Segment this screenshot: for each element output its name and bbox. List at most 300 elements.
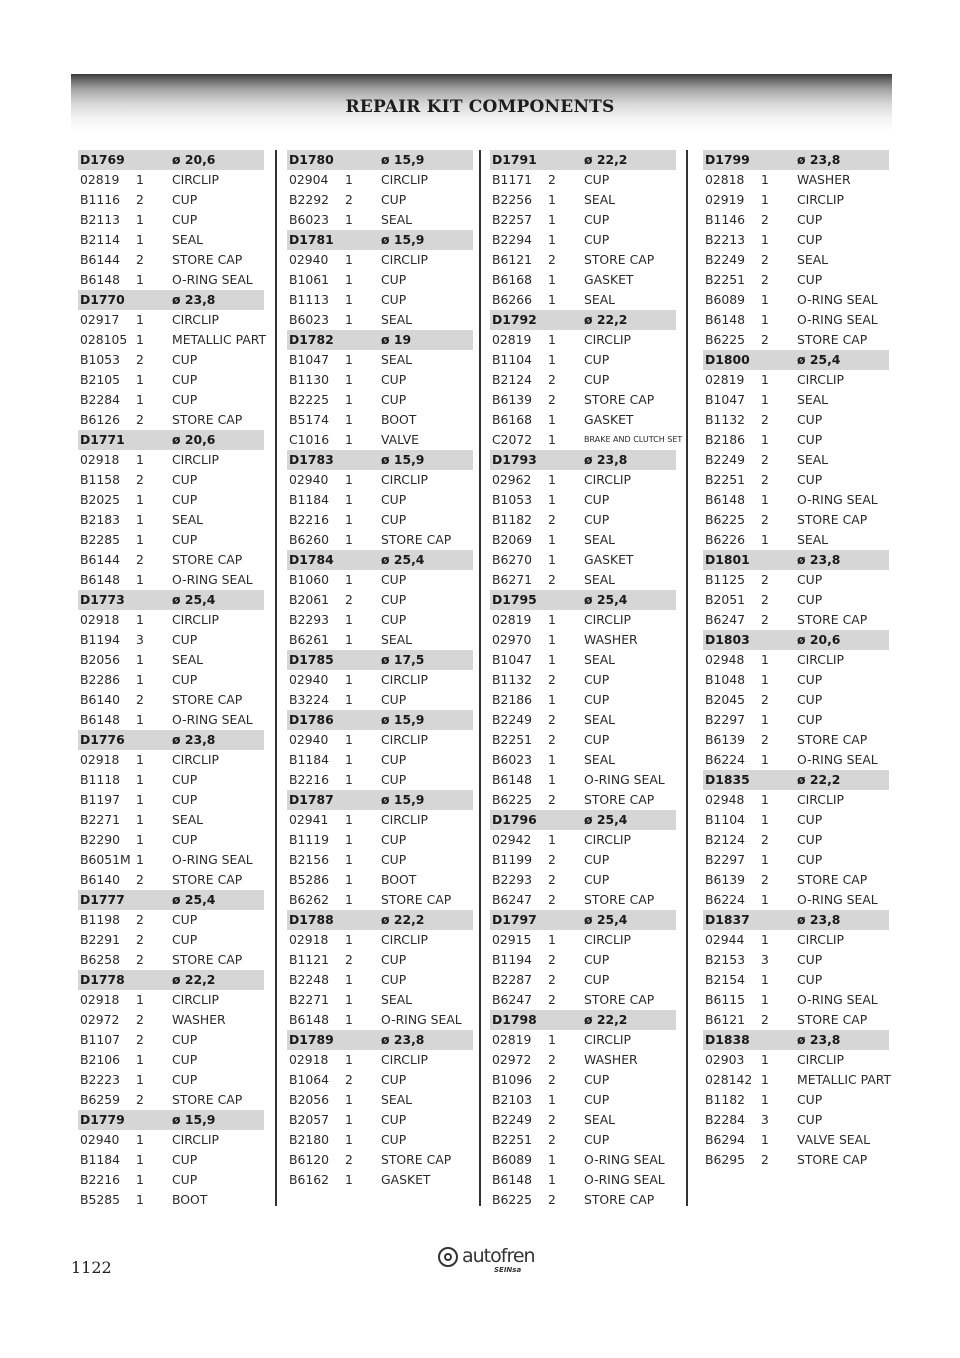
part-description: STORE CAP xyxy=(584,392,655,407)
kit-header-row xyxy=(287,230,473,250)
part-code: B1104 xyxy=(492,352,533,367)
part-quantity: 2 xyxy=(136,872,144,887)
part-code: B6261 xyxy=(289,632,330,647)
part-code: B2124 xyxy=(705,832,746,847)
part-quantity: 1 xyxy=(761,812,769,827)
kit-code: D1791 xyxy=(492,152,537,167)
component-row xyxy=(703,1150,889,1170)
part-quantity: 1 xyxy=(761,232,769,247)
part-code: B6168 xyxy=(492,412,533,427)
part-description: CUP xyxy=(381,1112,407,1127)
component-row xyxy=(78,210,264,230)
part-code: B6115 xyxy=(705,992,746,1007)
kit-code: D1787 xyxy=(289,792,334,807)
part-description: CUP xyxy=(584,972,610,987)
part-quantity: 1 xyxy=(345,752,353,767)
kit-diameter: ø 22,2 xyxy=(797,772,841,787)
component-row xyxy=(287,490,473,510)
component-row xyxy=(490,650,676,670)
part-quantity: 2 xyxy=(548,372,556,387)
kit-diameter: ø 15,9 xyxy=(381,452,425,467)
kit-code: D1786 xyxy=(289,712,334,727)
component-row xyxy=(287,890,473,910)
part-code: C2072 xyxy=(492,432,533,447)
part-code: B2284 xyxy=(80,392,121,407)
part-code: B6148 xyxy=(492,1172,533,1187)
part-quantity: 2 xyxy=(761,732,769,747)
part-quantity: 1 xyxy=(345,1052,353,1067)
part-quantity: 1 xyxy=(345,532,353,547)
component-row xyxy=(78,990,264,1010)
part-quantity: 2 xyxy=(761,332,769,347)
component-row xyxy=(78,650,264,670)
part-code: B6262 xyxy=(289,892,330,907)
kit-code: D1773 xyxy=(80,592,125,607)
component-row xyxy=(78,750,264,770)
component-row xyxy=(78,570,264,590)
part-quantity: 2 xyxy=(345,1152,353,1167)
component-row xyxy=(490,1190,676,1210)
part-description: CUP xyxy=(172,392,198,407)
component-row xyxy=(490,250,676,270)
part-quantity: 1 xyxy=(136,1192,144,1207)
kit-diameter: ø 22,2 xyxy=(172,972,216,987)
part-quantity: 1 xyxy=(761,652,769,667)
kit-diameter: ø 23,8 xyxy=(797,152,841,167)
component-row xyxy=(703,190,889,210)
component-row xyxy=(287,810,473,830)
part-quantity: 1 xyxy=(548,652,556,667)
part-quantity: 1 xyxy=(548,612,556,627)
part-description: SEAL xyxy=(381,212,413,227)
kit-header-row xyxy=(287,150,473,170)
kit-code: D1770 xyxy=(80,292,125,307)
part-code: B2271 xyxy=(289,992,330,1007)
part-description: CIRCLIP xyxy=(172,752,219,767)
part-quantity: 2 xyxy=(136,352,144,367)
kit-code: D1798 xyxy=(492,1012,537,1027)
component-row xyxy=(703,1130,889,1150)
part-code: 02903 xyxy=(705,1052,745,1067)
part-code: B1125 xyxy=(705,572,746,587)
part-quantity: 1 xyxy=(761,892,769,907)
part-description: CIRCLIP xyxy=(172,452,219,467)
part-quantity: 1 xyxy=(761,852,769,867)
component-row xyxy=(287,1170,473,1190)
part-code: B6140 xyxy=(80,692,121,707)
part-description: CUP xyxy=(381,1072,407,1087)
component-row xyxy=(703,530,889,550)
component-row xyxy=(287,1150,473,1170)
component-row xyxy=(490,1110,676,1130)
part-quantity: 1 xyxy=(345,312,353,327)
part-description: CIRCLIP xyxy=(797,372,844,387)
part-code: B6120 xyxy=(289,1152,330,1167)
part-code: B2056 xyxy=(289,1092,330,1107)
part-description: CUP xyxy=(381,592,407,607)
component-row xyxy=(78,1030,264,1050)
part-code: B6148 xyxy=(289,1012,330,1027)
part-description: SEAL xyxy=(584,532,616,547)
component-row xyxy=(78,1130,264,1150)
kit-header-row xyxy=(490,590,676,610)
component-row xyxy=(703,230,889,250)
part-description: CIRCLIP xyxy=(584,472,631,487)
part-description: CUP xyxy=(381,692,407,707)
part-code: B2057 xyxy=(289,1112,330,1127)
component-row xyxy=(490,390,676,410)
part-quantity: 1 xyxy=(136,172,144,187)
part-quantity: 2 xyxy=(548,872,556,887)
part-quantity: 2 xyxy=(136,472,144,487)
component-row xyxy=(490,630,676,650)
part-description: VALVE SEAL xyxy=(797,1132,871,1147)
part-code: B1198 xyxy=(80,912,121,927)
part-quantity: 2 xyxy=(761,252,769,267)
part-quantity: 2 xyxy=(761,512,769,527)
part-description: STORE CAP xyxy=(172,252,243,267)
part-description: CUP xyxy=(172,192,198,207)
kit-header-row xyxy=(78,150,264,170)
part-description: VALVE xyxy=(381,432,420,447)
part-description: STORE CAP xyxy=(172,412,243,427)
kit-diameter: ø 15,9 xyxy=(381,232,425,247)
part-quantity: 1 xyxy=(345,472,353,487)
component-row xyxy=(703,1050,889,1070)
part-description: STORE CAP xyxy=(172,872,243,887)
component-row xyxy=(490,970,676,990)
part-quantity: 1 xyxy=(548,292,556,307)
component-row xyxy=(287,830,473,850)
part-code: B1182 xyxy=(492,512,533,527)
part-code: B2249 xyxy=(705,452,746,467)
part-quantity: 1 xyxy=(136,512,144,527)
component-row xyxy=(287,1130,473,1150)
part-quantity: 1 xyxy=(548,352,556,367)
kit-code: D1784 xyxy=(289,552,334,567)
part-code: B2251 xyxy=(492,1132,533,1147)
part-description: O-RING SEAL xyxy=(797,752,878,767)
component-row xyxy=(287,170,473,190)
part-code: B6139 xyxy=(705,732,746,747)
part-quantity: 2 xyxy=(345,592,353,607)
part-quantity: 1 xyxy=(548,332,556,347)
part-quantity: 2 xyxy=(761,592,769,607)
component-row xyxy=(490,370,676,390)
part-code: B2256 xyxy=(492,192,533,207)
part-code: B1107 xyxy=(80,1032,121,1047)
component-row xyxy=(78,630,264,650)
part-code: B6225 xyxy=(492,1192,533,1207)
part-quantity: 1 xyxy=(761,1132,769,1147)
component-row xyxy=(703,890,889,910)
kit-column-1 xyxy=(78,150,267,1210)
part-description: BRAKE AND CLUTCH SET xyxy=(584,435,683,444)
part-code: B1194 xyxy=(80,632,121,647)
part-code: B3224 xyxy=(289,692,330,707)
kit-code: D1803 xyxy=(705,632,750,647)
part-quantity: 1 xyxy=(548,472,556,487)
part-quantity: 1 xyxy=(761,932,769,947)
component-row xyxy=(78,230,264,250)
part-code: B2285 xyxy=(80,532,121,547)
kit-diameter: ø 25,4 xyxy=(381,552,425,567)
part-description: CIRCLIP xyxy=(381,672,428,687)
kit-header-row xyxy=(490,810,676,830)
component-row xyxy=(287,1110,473,1130)
kit-code: D1800 xyxy=(705,352,750,367)
part-quantity: 1 xyxy=(136,392,144,407)
part-description: SEAL xyxy=(172,652,204,667)
component-row xyxy=(78,850,264,870)
part-code: B2105 xyxy=(80,372,121,387)
kit-code: D1782 xyxy=(289,332,334,347)
part-description: STORE CAP xyxy=(172,552,243,567)
part-quantity: 1 xyxy=(136,532,144,547)
part-code: B6023 xyxy=(289,312,330,327)
component-row xyxy=(287,630,473,650)
part-description: CUP xyxy=(172,832,198,847)
kit-diameter: ø 23,8 xyxy=(381,1032,425,1047)
part-quantity: 2 xyxy=(548,892,556,907)
part-code: B2213 xyxy=(705,232,746,247)
kit-diameter: ø 23,8 xyxy=(172,732,216,747)
component-row xyxy=(287,950,473,970)
part-quantity: 1 xyxy=(548,552,556,567)
part-description: STORE CAP xyxy=(381,532,452,547)
part-code: B2251 xyxy=(705,472,746,487)
component-row xyxy=(78,390,264,410)
part-quantity: 1 xyxy=(136,1052,144,1067)
component-row xyxy=(287,610,473,630)
kit-header-row xyxy=(490,150,676,170)
component-row xyxy=(490,1170,676,1190)
part-code: B6259 xyxy=(80,1092,121,1107)
kit-diameter: ø 25,4 xyxy=(584,812,628,827)
column-divider xyxy=(686,150,688,1206)
part-description: WASHER xyxy=(797,172,851,187)
part-description: GASKET xyxy=(381,1172,431,1187)
part-quantity: 1 xyxy=(548,1172,556,1187)
component-row xyxy=(703,510,889,530)
kit-header-row xyxy=(287,550,473,570)
part-quantity: 2 xyxy=(761,452,769,467)
component-row xyxy=(78,1010,264,1030)
kit-code: D1771 xyxy=(80,432,125,447)
component-row xyxy=(490,770,676,790)
part-quantity: 1 xyxy=(136,212,144,227)
part-description: SEAL xyxy=(172,512,204,527)
component-row xyxy=(490,230,676,250)
kit-header-row xyxy=(490,450,676,470)
part-quantity: 1 xyxy=(548,1032,556,1047)
kit-header-row xyxy=(490,910,676,930)
part-description: CUP xyxy=(584,232,610,247)
part-description: CIRCLIP xyxy=(584,612,631,627)
kit-header-row xyxy=(287,1030,473,1050)
component-row xyxy=(78,770,264,790)
part-quantity: 1 xyxy=(761,792,769,807)
part-code: B2271 xyxy=(80,812,121,827)
component-row xyxy=(703,950,889,970)
component-row xyxy=(490,570,676,590)
component-row xyxy=(703,850,889,870)
part-description: STORE CAP xyxy=(584,252,655,267)
part-code: B2056 xyxy=(80,652,121,667)
part-description: CIRCLIP xyxy=(584,932,631,947)
kit-code: D1801 xyxy=(705,552,750,567)
part-quantity: 1 xyxy=(548,532,556,547)
part-code: B1182 xyxy=(705,1092,746,1107)
part-code: B2154 xyxy=(705,972,746,987)
part-description: CUP xyxy=(172,1152,198,1167)
part-code: B6126 xyxy=(80,412,121,427)
part-code: B6295 xyxy=(705,1152,746,1167)
component-row xyxy=(490,830,676,850)
part-description: CUP xyxy=(381,292,407,307)
part-quantity: 2 xyxy=(136,252,144,267)
component-row xyxy=(78,790,264,810)
kit-diameter: ø 23,8 xyxy=(797,552,841,567)
part-quantity: 2 xyxy=(136,412,144,427)
component-row xyxy=(490,530,676,550)
part-quantity: 2 xyxy=(548,512,556,527)
part-code: B6270 xyxy=(492,552,533,567)
part-description: CUP xyxy=(172,472,198,487)
component-row xyxy=(78,710,264,730)
part-code: B2069 xyxy=(492,532,533,547)
part-code: B6258 xyxy=(80,952,121,967)
part-description: O-RING SEAL xyxy=(172,712,253,727)
part-code: B6089 xyxy=(705,292,746,307)
part-quantity: 1 xyxy=(345,252,353,267)
kit-diameter: ø 25,4 xyxy=(584,912,628,927)
component-row xyxy=(287,470,473,490)
part-description: STORE CAP xyxy=(584,792,655,807)
part-quantity: 2 xyxy=(761,212,769,227)
component-row xyxy=(490,1050,676,1070)
part-quantity: 1 xyxy=(136,612,144,627)
part-quantity: 1 xyxy=(345,832,353,847)
part-description: CUP xyxy=(584,872,610,887)
part-quantity: 2 xyxy=(136,932,144,947)
part-quantity: 2 xyxy=(548,392,556,407)
part-code: 02819 xyxy=(705,372,745,387)
part-description: CUP xyxy=(172,492,198,507)
component-row xyxy=(703,310,889,330)
part-description: CUP xyxy=(381,972,407,987)
part-description: CUP xyxy=(584,1072,610,1087)
part-description: CUP xyxy=(797,272,823,287)
part-description: CUP xyxy=(172,352,198,367)
component-row xyxy=(703,590,889,610)
part-code: B6140 xyxy=(80,872,121,887)
part-description: CIRCLIP xyxy=(584,332,631,347)
component-row xyxy=(703,810,889,830)
part-description: O-RING SEAL xyxy=(172,852,253,867)
part-quantity: 1 xyxy=(761,672,769,687)
part-description: STORE CAP xyxy=(797,512,868,527)
part-quantity: 1 xyxy=(136,232,144,247)
part-quantity: 2 xyxy=(761,1152,769,1167)
part-description: CUP xyxy=(584,1132,610,1147)
part-quantity: 1 xyxy=(761,392,769,407)
part-description: WASHER xyxy=(584,1052,638,1067)
part-code: B2124 xyxy=(492,372,533,387)
part-code: 02904 xyxy=(289,172,329,187)
part-description: O-RING SEAL xyxy=(381,1012,462,1027)
kit-header-row xyxy=(703,910,889,930)
part-quantity: 1 xyxy=(345,172,353,187)
part-quantity: 2 xyxy=(761,832,769,847)
part-code: B1171 xyxy=(492,172,533,187)
part-quantity: 1 xyxy=(136,272,144,287)
part-description: SEAL xyxy=(381,1092,413,1107)
part-quantity: 2 xyxy=(136,1012,144,1027)
part-quantity: 2 xyxy=(548,1192,556,1207)
kit-header-row xyxy=(78,590,264,610)
part-quantity: 1 xyxy=(345,692,353,707)
part-code: B6139 xyxy=(705,872,746,887)
part-description: CUP xyxy=(797,952,823,967)
part-description: STORE CAP xyxy=(797,732,868,747)
part-code: B2225 xyxy=(289,392,330,407)
part-quantity: 2 xyxy=(548,992,556,1007)
component-row xyxy=(703,330,889,350)
part-code: B2183 xyxy=(80,512,121,527)
part-quantity: 1 xyxy=(136,712,144,727)
part-quantity: 1 xyxy=(548,932,556,947)
part-quantity: 2 xyxy=(136,552,144,567)
part-quantity: 2 xyxy=(761,272,769,287)
part-description: CUP xyxy=(172,912,198,927)
part-code: 028105 xyxy=(80,332,128,347)
part-code: B6121 xyxy=(705,1012,746,1027)
component-row xyxy=(287,530,473,550)
part-quantity: 1 xyxy=(136,992,144,1007)
part-quantity: 2 xyxy=(548,672,556,687)
part-description: STORE CAP xyxy=(584,992,655,1007)
kit-column-2 xyxy=(287,150,473,1190)
component-row xyxy=(490,670,676,690)
kit-code: D1778 xyxy=(80,972,125,987)
kit-diameter: ø 25,4 xyxy=(172,892,216,907)
component-row xyxy=(287,510,473,530)
part-quantity: 1 xyxy=(761,1052,769,1067)
part-code: B1113 xyxy=(289,292,330,307)
part-quantity: 2 xyxy=(548,952,556,967)
part-quantity: 2 xyxy=(761,1012,769,1027)
component-row xyxy=(703,410,889,430)
kit-header-row xyxy=(703,1030,889,1050)
part-code: B6051M xyxy=(80,852,131,867)
part-description: CUP xyxy=(797,692,823,707)
kit-header-row xyxy=(287,330,473,350)
part-description: CUP xyxy=(797,812,823,827)
part-code: B6144 xyxy=(80,552,121,567)
part-code: 02819 xyxy=(492,332,532,347)
part-quantity: 1 xyxy=(761,1072,769,1087)
component-row xyxy=(703,790,889,810)
part-description: GASKET xyxy=(584,552,634,567)
part-code: B6162 xyxy=(289,1172,330,1187)
component-row xyxy=(78,930,264,950)
part-quantity: 1 xyxy=(345,612,353,627)
part-code: B2251 xyxy=(705,272,746,287)
part-description: CIRCLIP xyxy=(381,252,428,267)
part-description: CUP xyxy=(172,632,198,647)
part-description: O-RING SEAL xyxy=(584,1152,665,1167)
